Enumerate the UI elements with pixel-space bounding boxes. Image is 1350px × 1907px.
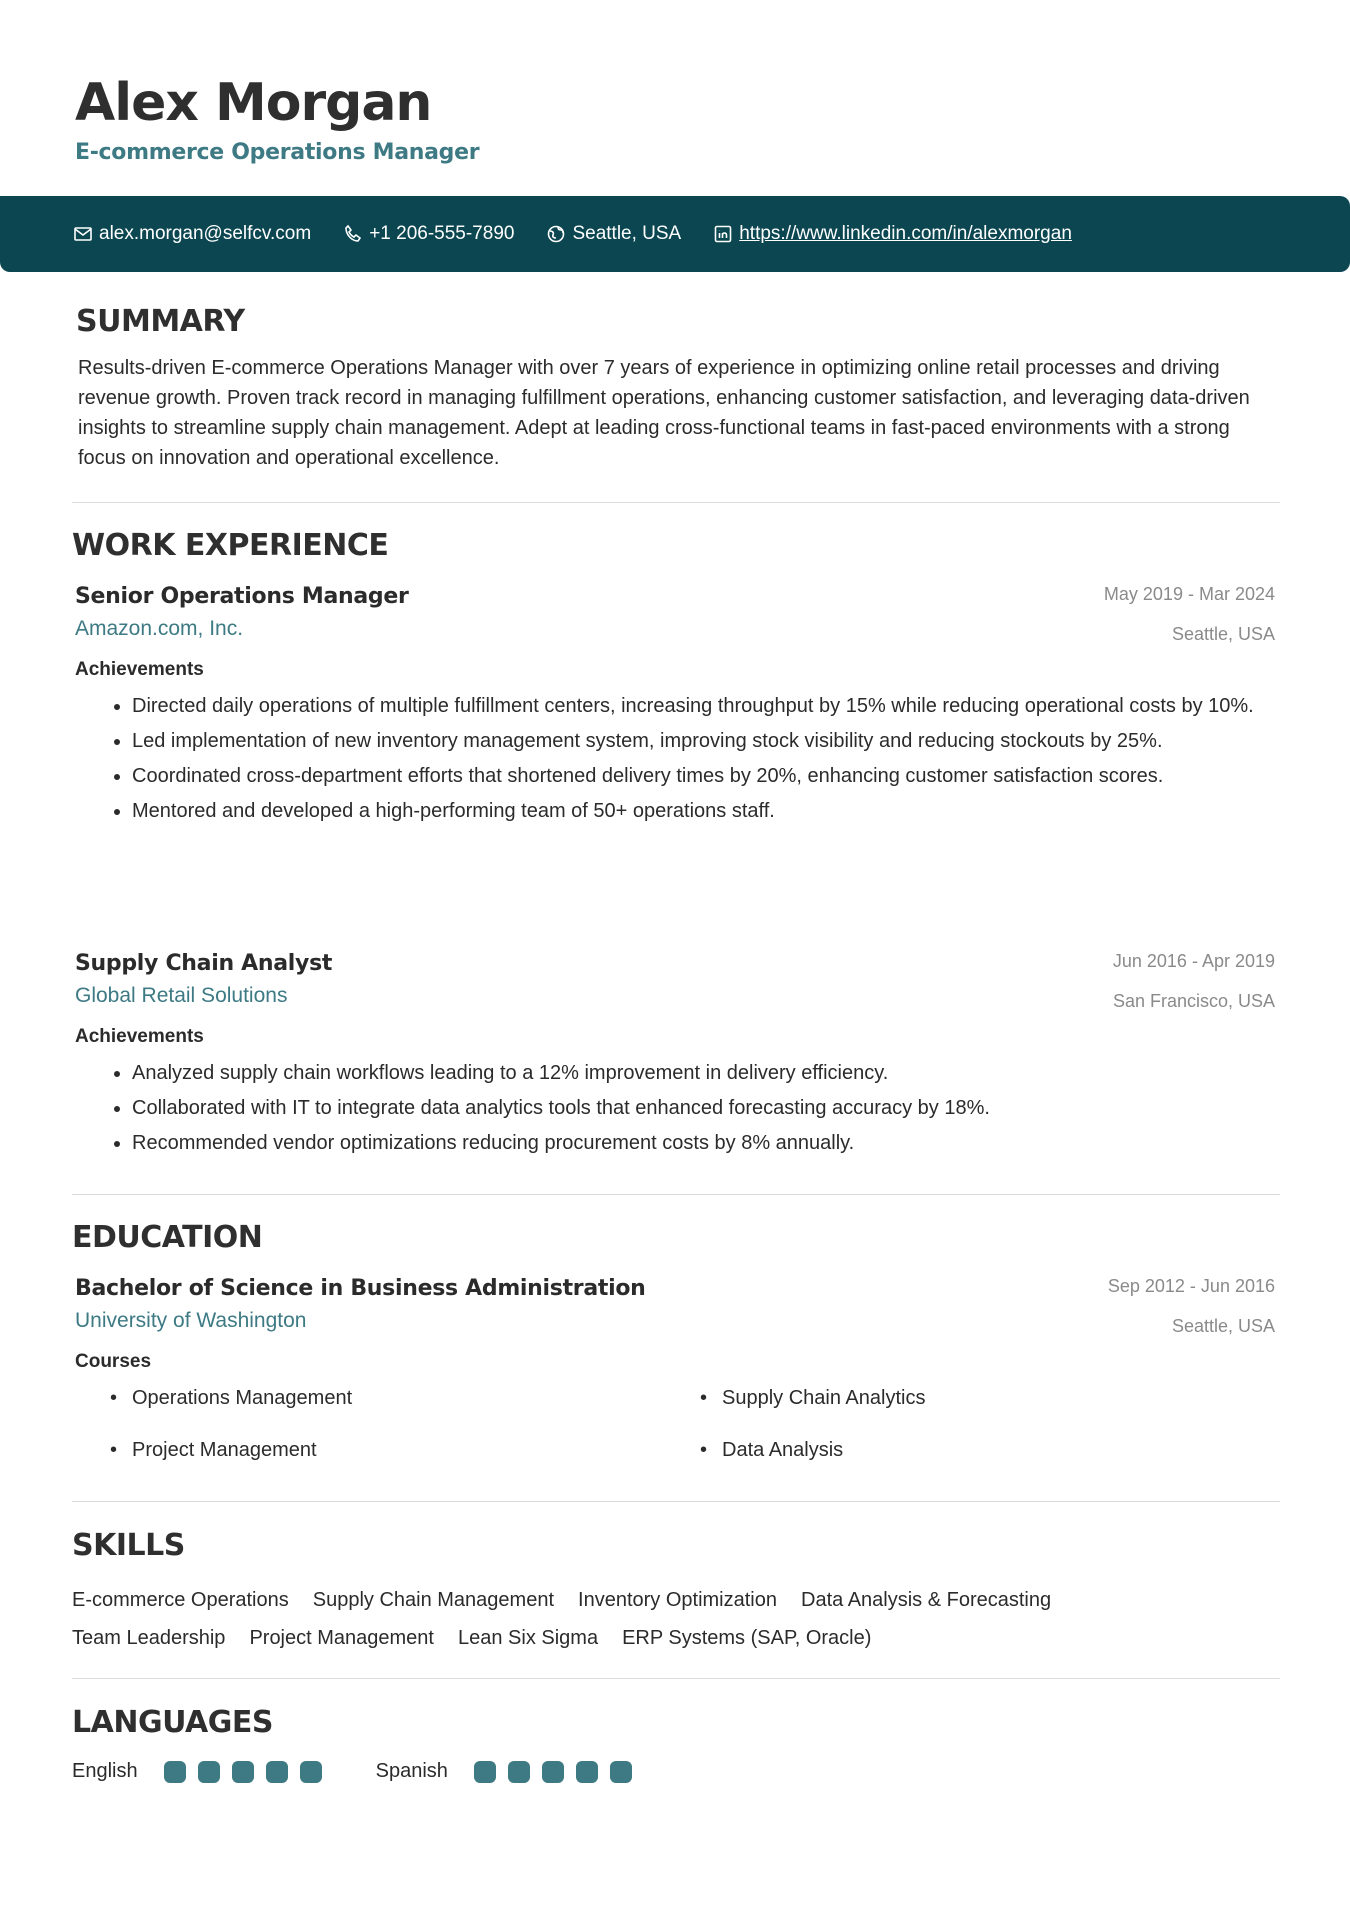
contact-phone[interactable] — [343, 223, 514, 245]
proficiency-dot — [610, 1761, 632, 1783]
email-text: alex.morgan@selfcv.com — [99, 223, 312, 244]
proficiency-dot — [508, 1761, 530, 1783]
proficiency-dot — [164, 1761, 186, 1783]
achievements-list — [75, 691, 1275, 826]
education-location: Seattle, USA — [1171, 1316, 1275, 1336]
list-item: • Analyzed supply chain workflows leading to a 12% improvement in delivery efficiency. — [132, 1058, 1275, 1088]
divider — [72, 502, 1280, 503]
experience-section — [72, 528, 1280, 563]
list-item: • Mentored and developed a high-performing team of 50+ operations staff. — [132, 796, 1275, 826]
job-dates: May 2019 - Mar 2024 — [1103, 584, 1275, 604]
job-company: Global Retail Solutions — [75, 984, 288, 1007]
language-item — [376, 1760, 644, 1783]
candidate-name: Alex Morgan — [75, 73, 432, 133]
job-location: San Francisco, USA — [1112, 991, 1275, 1011]
proficiency-dots — [474, 1761, 644, 1783]
job-title: Senior Operations Manager — [75, 584, 409, 609]
skills-title: SKILLS — [72, 1528, 185, 1563]
courses-list — [75, 1383, 1275, 1487]
languages-section — [72, 1705, 1280, 1783]
proficiency-dot — [474, 1761, 496, 1783]
skill-item: E-commerce Operations — [72, 1589, 289, 1611]
job-entry — [75, 951, 1275, 1163]
list-item: • Data Analysis — [665, 1435, 1255, 1465]
summary-title: SUMMARY — [76, 304, 245, 339]
job-title: Supply Chain Analyst — [75, 951, 333, 976]
list-item: • Directed daily operations of multiple fulfillment centers, increasing throughput by 15% while reducing operational costs by 10%. — [132, 691, 1275, 721]
contact-email[interactable] — [73, 223, 311, 245]
language-name: English — [72, 1760, 138, 1782]
list-item: • Project Management — [75, 1435, 665, 1465]
list-item: • Supply Chain Analytics — [665, 1383, 1255, 1413]
mail-icon — [73, 224, 93, 244]
skill-item: Inventory Optimization — [578, 1589, 777, 1611]
language-item — [72, 1760, 334, 1783]
education-entry — [75, 1276, 1275, 1487]
divider — [72, 1678, 1280, 1679]
contact-bar — [0, 196, 1350, 272]
job-entry — [75, 584, 1275, 831]
skill-item: Team Leadership — [72, 1627, 226, 1649]
contact-location — [546, 223, 681, 245]
education-title: EDUCATION — [72, 1220, 263, 1255]
list-item: • Recommended vendor optimizations reducing procurement costs by 8% annually. — [132, 1128, 1275, 1158]
school-name: University of Washington — [75, 1309, 307, 1332]
list-item: • Collaborated with IT to integrate data analytics tools that enhanced forecasting accuracy by 18%. — [132, 1093, 1275, 1123]
languages-title: LANGUAGES — [72, 1705, 273, 1740]
skill-item: ERP Systems (SAP, Oracle) — [622, 1627, 872, 1649]
phone-text: +1 206-555-7890 — [369, 223, 515, 244]
job-company: Amazon.com, Inc. — [75, 617, 244, 640]
courses-heading: Courses — [75, 1351, 152, 1372]
achievements-heading: Achievements — [75, 659, 204, 680]
list-item: • Coordinated cross-department efforts that shortened delivery times by 20%, enhancing customer satisfaction scores. — [132, 761, 1275, 791]
job-location: Seattle, USA — [1171, 624, 1275, 644]
list-item: • Operations Management — [75, 1383, 665, 1413]
contact-linkedin[interactable] — [713, 223, 1072, 245]
proficiency-dot — [542, 1761, 564, 1783]
skill-item: Data Analysis & Forecasting — [801, 1589, 1052, 1611]
skills-section — [72, 1528, 1280, 1657]
summary-section — [72, 304, 1280, 473]
education-dates: Sep 2012 - Jun 2016 — [1107, 1276, 1275, 1296]
candidate-role: E-commerce Operations Manager — [75, 140, 480, 165]
achievements-heading: Achievements — [75, 1026, 204, 1047]
linkedin-icon — [713, 224, 733, 244]
degree-title: Bachelor of Science in Business Administration — [75, 1276, 646, 1301]
divider — [72, 1194, 1280, 1195]
language-name: Spanish — [375, 1760, 448, 1782]
location-text: Seattle, USA — [572, 223, 682, 244]
skill-item: Supply Chain Management — [312, 1589, 555, 1611]
proficiency-dot — [232, 1761, 254, 1783]
skill-item: Project Management — [249, 1627, 434, 1649]
achievements-list — [75, 1058, 1275, 1158]
globe-icon — [546, 224, 566, 244]
skill-item: Lean Six Sigma — [457, 1627, 599, 1649]
proficiency-dot — [266, 1761, 288, 1783]
job-dates: Jun 2016 - Apr 2019 — [1112, 951, 1275, 971]
proficiency-dot — [198, 1761, 220, 1783]
list-item: • Led implementation of new inventory management system, improving stock visibility and reducing stockouts by 25%. — [132, 726, 1275, 756]
education-section — [72, 1220, 1280, 1255]
resume-header — [75, 70, 479, 165]
proficiency-dot — [576, 1761, 598, 1783]
skills-list — [72, 1581, 1280, 1657]
linkedin-link[interactable]: https://www.linkedin.com/in/alexmorgan — [739, 223, 1072, 244]
proficiency-dots — [164, 1761, 334, 1783]
summary-text: Results-driven E-commerce Operations Manager with over 7 years of experience in optimizing online retail processes and driving revenue growth. Proven track record in managing fulfillment operations, enhancing customer satisfaction, and leveraging data-driven insights to streamline supply chain management. Adept at leading cross-functional teams in fast-paced environments with a strong focus on innovation and operational excellence. — [78, 357, 1250, 469]
experience-title: WORK EXPERIENCE — [72, 528, 389, 563]
languages-list — [72, 1760, 1280, 1783]
divider — [72, 1501, 1280, 1502]
phone-icon — [343, 224, 363, 244]
proficiency-dot — [300, 1761, 322, 1783]
